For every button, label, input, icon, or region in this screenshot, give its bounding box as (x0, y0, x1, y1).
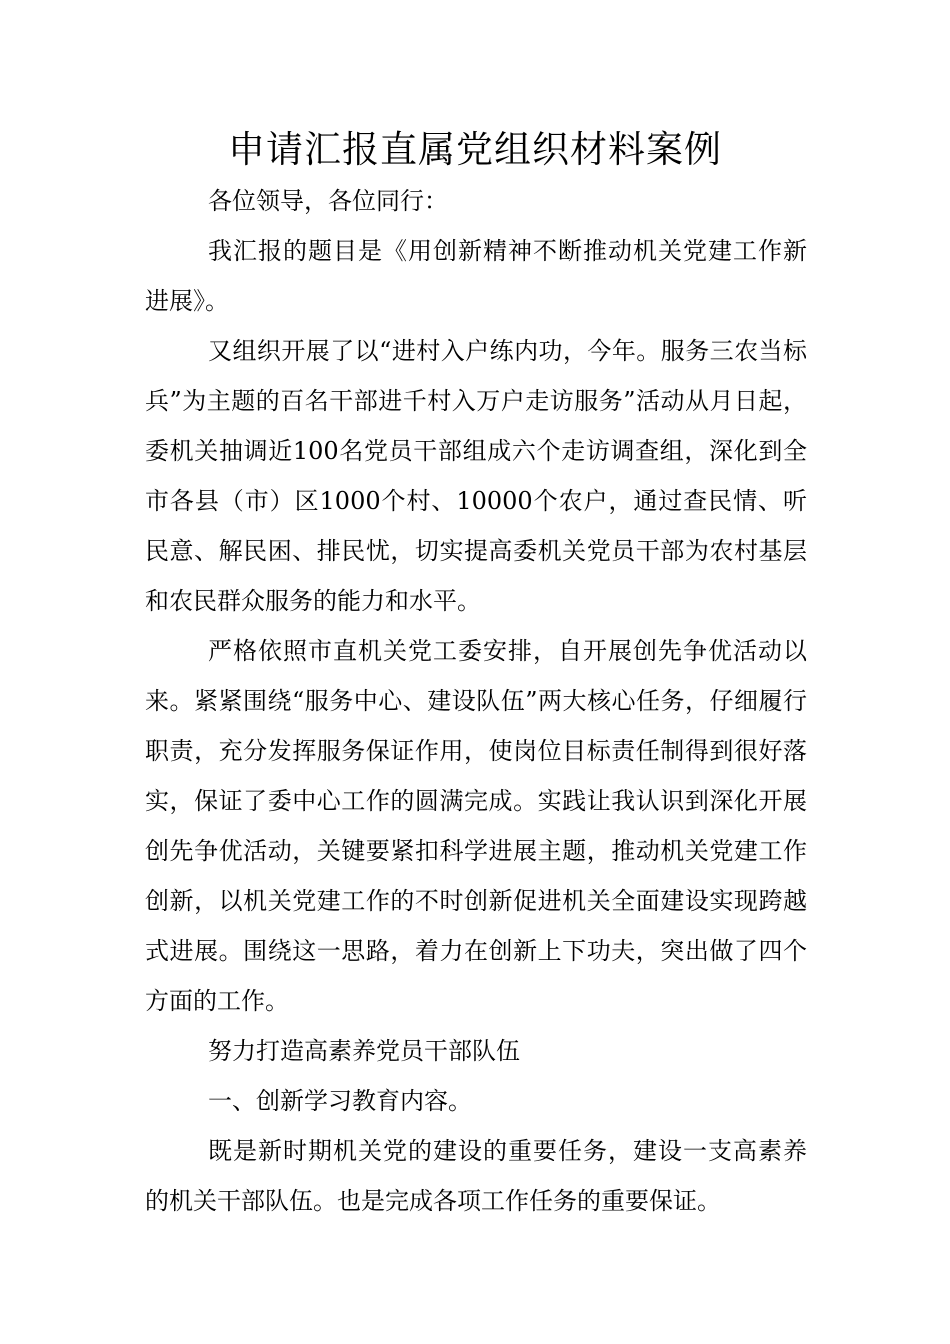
subsection-heading: 一、创新学习教育内容。 (208, 1087, 472, 1115)
paragraph-activity: 又组织开展了以“进村入户练内功，今年。服务三农当标兵”为主题的百名干部进千村入万户走访服务”活动从月日起，委机关抽调近100名党员干部组成六个走访调查组，深化到全市各县（市）区1000个村、10000个农户，通过查民情、听民意、解民困、排民忧，切实提高委机关党员干部为农村基层和农民群众服务的能力和水平。 (145, 337, 807, 615)
document-title: 申请汇报直属党组织材料案例 (228, 128, 722, 171)
paragraph-education: 既是新时期机关党的建设的重要任务，建设一支高素养的机关干部队伍。也是完成各项工作任务的重要保证。 (145, 1137, 807, 1215)
paragraph-topic: 我汇报的题目是《用创新精神不断推动机关党建工作新进展》。 (145, 237, 807, 315)
paragraph-greeting: 各位领导，各位同行： (208, 187, 448, 215)
paragraph-practice: 严格依照市直机关党工委安排，自开展创先争优活动以来。紧紧围绕“服务中心、建设队伍”两大核心任务，仔细履行职责，充分发挥服务保证作用，使岗位目标责任制得到很好落实，保证了委中心工作的圆满完成。实践让我认识到深化开展创先争优活动，关键要紧扣科学进展主题，推动机关党建工作创新，以机关党建工作的不时创新促进机关全面建设实现跨越式进展。围绕这一思路，着力在创新上下功夫，突出做了四个方面的工作。 (145, 637, 807, 1015)
section-heading: 努力打造高素养党员干部队伍 (208, 1037, 520, 1065)
document-body (145, 176, 807, 1226)
